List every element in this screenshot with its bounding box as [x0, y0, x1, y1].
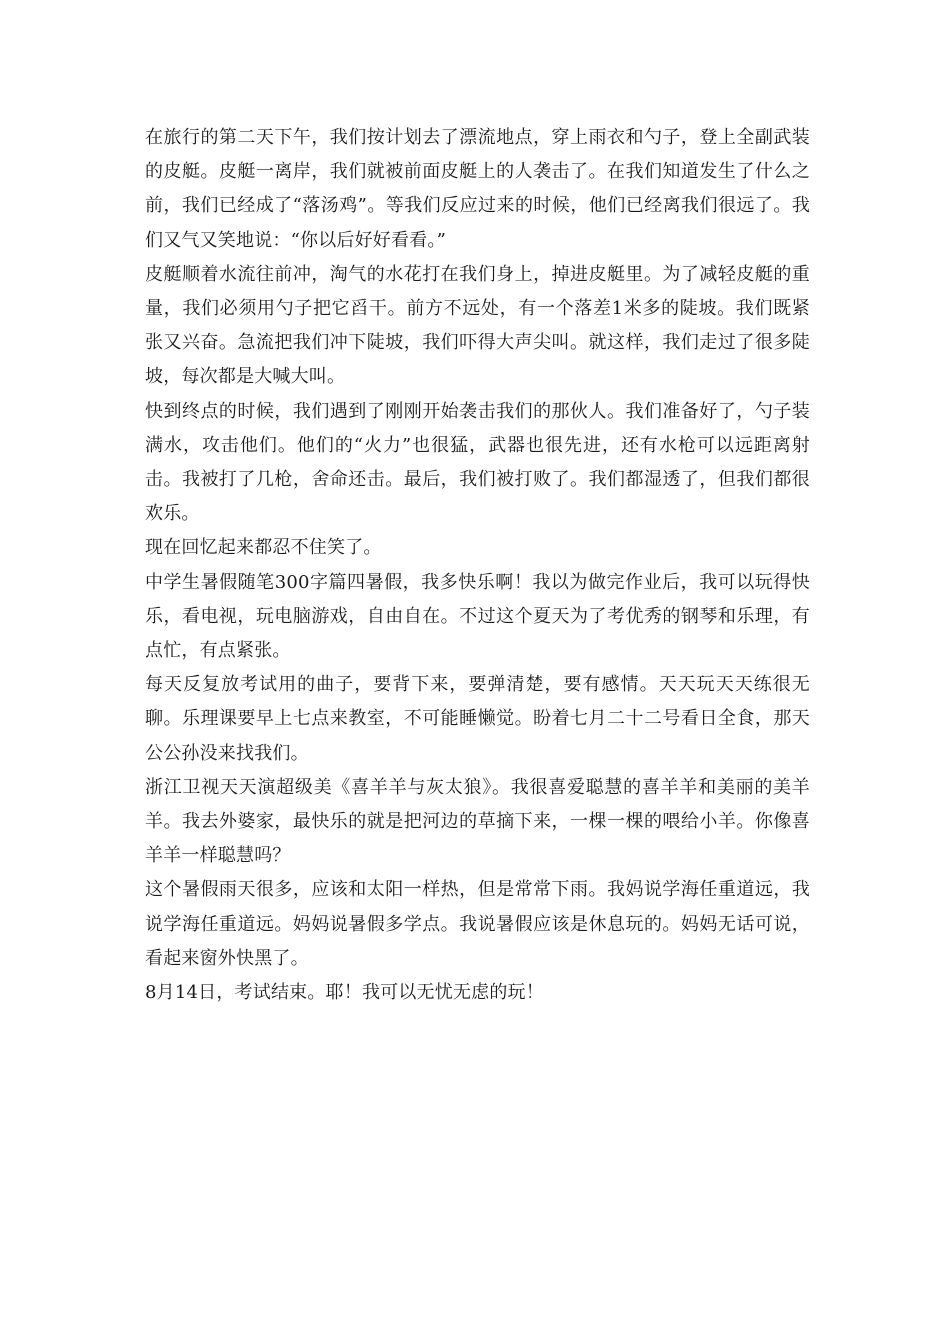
paragraph-recall: 现在回忆起来都忍不住笑了。 [145, 537, 382, 559]
paragraph-rafting-start: 在旅行的第二天下午，我们按计划去了漂流地点，穿上雨衣和勺子，登上全副武装的皮艇。皮艇一离岸，我们就被前面皮艇上的人袭击了。在我们知道发生了什么之前，我们已经成了“落汤鸡”。等我们反应过来的时候，他们已经离我们很远了。我们又气又笑地说：“你以后好好看看。” [145, 127, 810, 251]
document-body [145, 121, 810, 1010]
paragraph-rainy-days: 这个暑假雨天很多，应该和太阳一样热，但是常常下雨。我妈说学海任重道远，我说学海任重道远。妈妈说暑假多学点。我说暑假应该是休息玩的。妈妈无话可说，看起来窗外快黑了。 [145, 879, 810, 969]
paragraph-cartoon: 浙江卫视天天演超级美《喜羊羊与灰太狼》。我很喜爱聪慧的喜羊羊和美丽的美羊羊。我去外婆家，最快乐的就是把河边的草摘下来，一棵一棵的喂给小羊。你像喜羊羊一样聪慧吗？ [145, 776, 810, 867]
paragraph-rafting-battle: 快到终点的时候，我们遇到了刚刚开始袭击我们的那伙人。我们准备好了，勺子装满水，攻击他们。他们的“火力”也很猛，武器也很先进，还有水枪可以远距离射击。我被打了几枪，舍命还击。最后，我们被打败了。我们都湿透了，但我们都很欢乐。 [145, 400, 810, 525]
paragraph-essay-four-intro: 中学生暑假随笔300字篇四暑假，我多快乐啊！我以为做完作业后，我可以玩得快乐，看电视，玩电脑游戏，自由自在。不过这个夏天为了考优秀的钢琴和乐理，有点忙，有点紧张。 [145, 571, 810, 662]
paragraph-rafting-slope: 皮艇顺着水流往前冲，淘气的水花打在我们身上，掉进皮艇里。为了减轻皮艇的重量，我们必须用勺子把它舀干。前方不远处，有一个落差1米多的陡坡。我们既紧张又兴奋。急流把我们冲下陡坡，我们吓得大声尖叫。就这样，我们走过了很多陡坡，每次都是大喊大叫。 [145, 263, 810, 388]
paragraph-exam-end: 8月14日，考试结束。耶！我可以无忧无虑的玩！ [145, 982, 544, 1004]
paragraph-practice: 每天反复放考试用的曲子，要背下来，要弹清楚，要有感情。天天玩天天练很无聊。乐理课要早上七点来教室，不可能睡懒觉。盼着七月二十二号看日全食，那天公公孙没来找我们。 [145, 674, 810, 764]
